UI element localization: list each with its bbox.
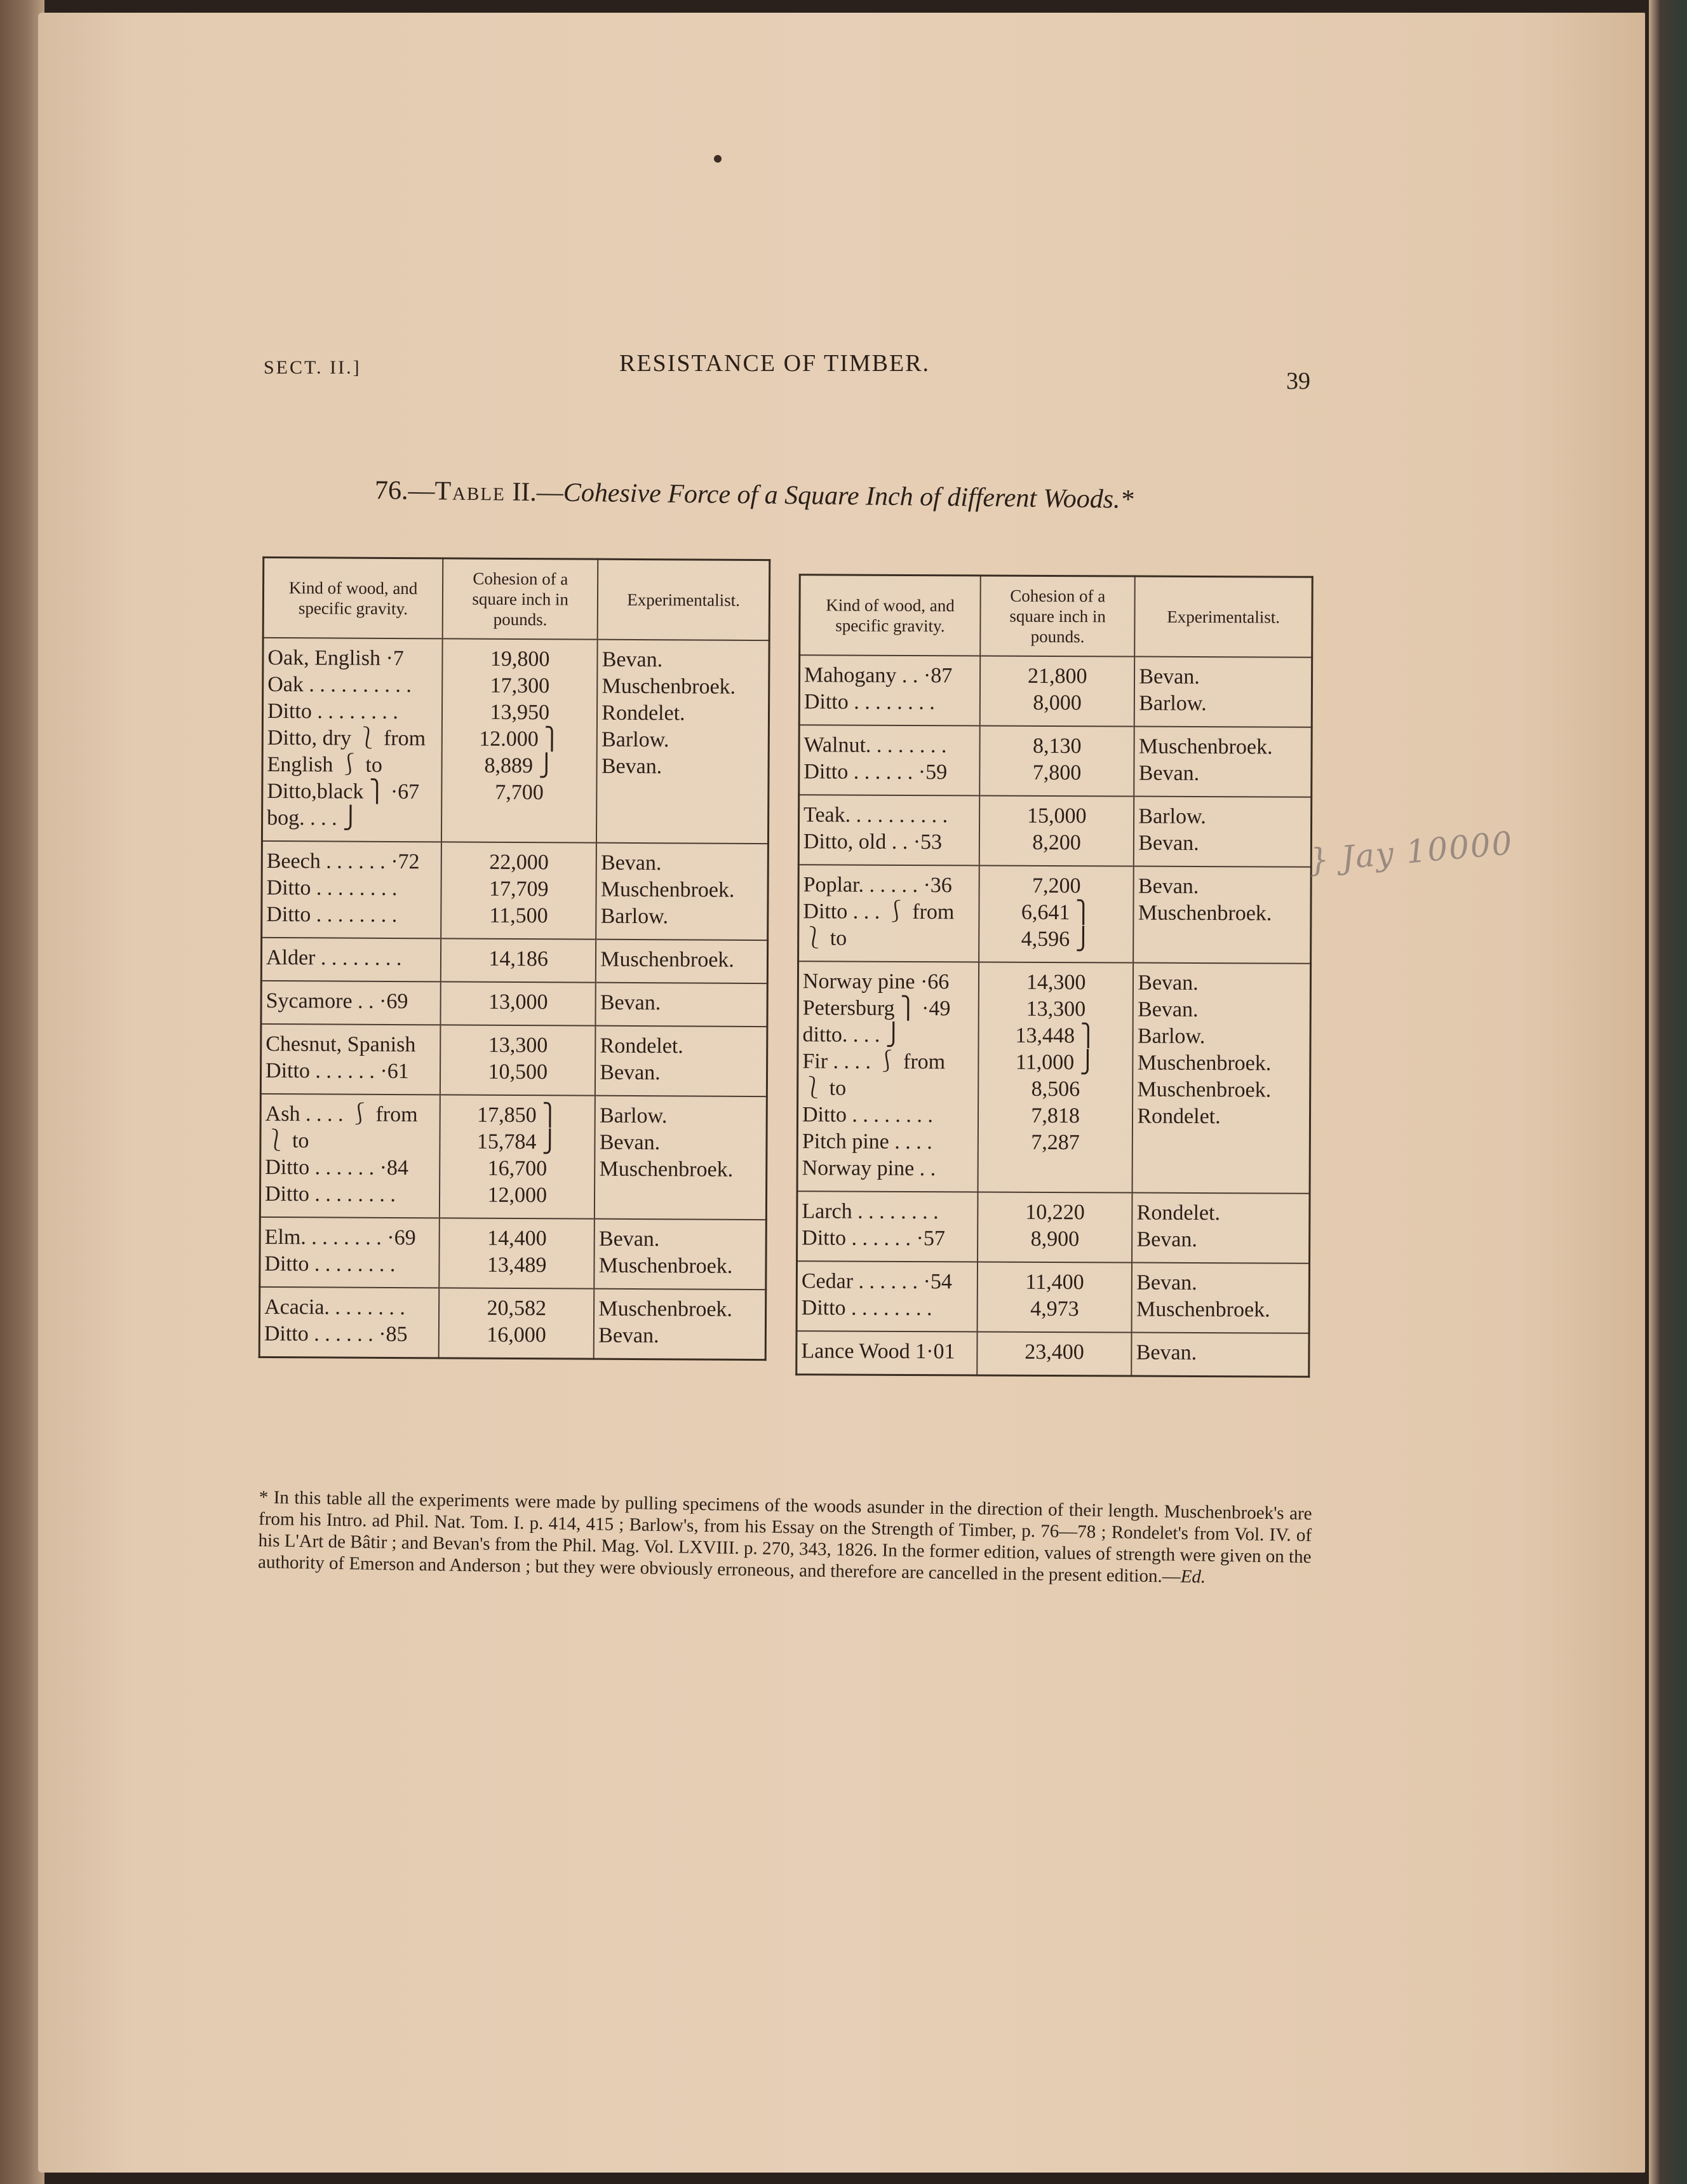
table-row — [262, 841, 769, 940]
table-row — [796, 1331, 1309, 1377]
table-row — [797, 1191, 1310, 1264]
wood-line: Ditto,black ⎫ ·67 — [267, 779, 420, 804]
cohesion-line: 7,818 — [1031, 1103, 1080, 1128]
experimentalist-line: Bevan. — [1139, 664, 1200, 689]
cohesion-line: 6,641 ⎫ — [1021, 900, 1092, 925]
cohesion-line: 10,220 — [1025, 1200, 1085, 1225]
cohesion-cell — [978, 1262, 1133, 1332]
wood-line: Petersburg ⎫ ·49 — [802, 996, 951, 1021]
wood-line: Alder . . . . . . . . — [265, 945, 402, 971]
wood-line: Ditto, old . . ·53 — [803, 830, 943, 854]
wood-line: Beech . . . . . . ·72 — [266, 849, 420, 874]
wood-line: Ditto . . . . . . ·59 — [803, 760, 948, 785]
cohesion-line: 8,200 — [1032, 830, 1081, 855]
cohesion-cell — [440, 1025, 596, 1095]
wood-line: ⎱ to — [802, 1076, 847, 1100]
experimentalist-line: Muschenbroek. — [599, 1157, 734, 1182]
cohesion-line: 7,200 — [1032, 873, 1081, 898]
table-row — [260, 1094, 767, 1220]
experimentalist-line: Muschenbroek. — [1136, 1297, 1270, 1322]
experimentalist-line: Rondelet. — [602, 701, 685, 725]
experimentalist-line: Muschenbroek. — [598, 1253, 733, 1278]
table-row — [261, 981, 767, 1027]
cohesion-cell — [439, 1218, 595, 1288]
experimentalist-line: Bevan. — [1136, 1340, 1197, 1365]
experimentalist-cell — [594, 1289, 766, 1360]
experimentalist-line: Bevan. — [599, 1130, 661, 1155]
cohesion-line: 14,400 — [487, 1226, 547, 1251]
wood-line: ⎱ to — [265, 1128, 309, 1153]
wood-line: Mahogany . . ·87 — [803, 663, 953, 688]
right-header-experimentalist: Experimentalist. — [1135, 576, 1313, 657]
cohesion-line: 14,186 — [488, 947, 549, 971]
wood-line: Cedar . . . . . . ·54 — [801, 1269, 952, 1294]
wood-cell — [799, 655, 980, 725]
experimentalist-line: Muschenbroek. — [602, 674, 736, 699]
wood-cell — [798, 795, 979, 865]
wood-line: Ditto . . . ⎰ from — [803, 900, 955, 924]
cohesion-cell — [440, 1095, 595, 1218]
cohesion-line: 21,800 — [1027, 664, 1087, 689]
wood-line: Ditto . . . . . . . . — [266, 902, 398, 927]
experimentalist-cell — [1132, 1333, 1309, 1377]
left-header-wood: Kind of wood, and specific gravity. — [263, 557, 443, 638]
cohesion-line: 12,000 — [487, 1183, 548, 1208]
wood-cell — [261, 938, 441, 981]
right-header-wood: Kind of wood, and specific gravity. — [800, 575, 981, 656]
wood-line: Elm. . . . . . . . ·69 — [264, 1225, 416, 1250]
cohesion-cell — [441, 938, 596, 982]
cohesion-line: 17,850 ⎫ — [477, 1103, 558, 1128]
cohesion-line: 8,900 — [1030, 1227, 1080, 1251]
wood-line: Chesnut, Spanish — [265, 1032, 416, 1057]
experimentalist-cell — [596, 940, 768, 983]
cohesion-line: 8,506 — [1031, 1077, 1080, 1102]
cohesion-line: 7,287 — [1031, 1130, 1080, 1155]
wood-line: Walnut. . . . . . . . — [803, 733, 947, 758]
wood-line: Ditto . . . . . . ·57 — [802, 1226, 945, 1251]
experimentalist-line: Bevan. — [1136, 1271, 1197, 1295]
cohesion-line: 13,000 — [488, 990, 548, 1014]
wood-line: Lance Wood 1·01 — [801, 1339, 955, 1364]
cohesion-line: 11,500 — [489, 903, 548, 928]
cohesion-line: 20,582 — [487, 1296, 547, 1321]
experimentalist-line: Muschenbroek. — [1138, 901, 1272, 926]
experimentalist-line: Bevan. — [600, 990, 661, 1015]
left-table — [259, 556, 771, 1361]
experimentalist-line: Muschenbroek. — [598, 1297, 733, 1321]
wood-line: Ditto . . . . . . . . — [264, 1182, 396, 1207]
experimentalist-cell — [1133, 963, 1311, 1194]
wood-cell — [799, 725, 980, 795]
experimentalist-line: Muschenbroek. — [600, 947, 734, 972]
table-row — [260, 1217, 767, 1290]
experimentalist-cell — [596, 640, 769, 844]
cohesion-line: 19,800 — [490, 647, 550, 671]
table-row — [797, 961, 1311, 1194]
wood-cell — [797, 961, 979, 1192]
cohesion-cell — [980, 656, 1135, 726]
wood-line: Larch . . . . . . . . — [802, 1199, 939, 1224]
table-caption: Cohesive Force of a Square Inch of different Woods.* — [563, 478, 1134, 515]
cohesion-cell — [978, 962, 1134, 1192]
experimentalist-cell — [1134, 797, 1312, 867]
table-row — [261, 938, 767, 983]
wood-line: Poplar. . . . . . ·36 — [803, 873, 952, 898]
experimentalist-line: Barlow. — [1139, 691, 1207, 716]
cohesion-line: 13,489 — [487, 1253, 547, 1277]
cohesion-line: 13,448 ⎫ — [1015, 1023, 1097, 1048]
cohesion-line: 13,950 — [490, 700, 550, 725]
cohesion-cell — [441, 981, 596, 1025]
table-label: Table — [434, 476, 506, 507]
experimentalist-line: Bevan. — [602, 647, 663, 672]
experimentalist-cell — [1134, 727, 1312, 797]
wood-line: Ditto . . . . . . . . — [802, 1103, 934, 1128]
page-speck — [714, 155, 722, 163]
wood-line: English ⎰ to — [267, 752, 383, 777]
cohesion-line: 17,300 — [490, 673, 550, 698]
table-row — [796, 1261, 1309, 1333]
experimentalist-line: Muschenbroek. — [1137, 1077, 1272, 1102]
experimentalist-cell — [595, 1026, 767, 1096]
wood-line: Ditto, dry ⎱ from — [267, 725, 426, 751]
wood-cell — [262, 638, 442, 842]
wood-line: Fir . . . . ⎰ from — [802, 1049, 946, 1074]
right-header-cohesion: Cohesion of a square inch in pounds. — [980, 576, 1135, 657]
cohesion-cell — [441, 842, 596, 939]
wood-line: Ditto . . . . . . . . — [264, 1251, 396, 1277]
cohesion-line: 4,596 ⎭ — [1021, 927, 1092, 952]
cohesion-line: 7,800 — [1032, 760, 1082, 785]
table-number: II.— — [505, 477, 564, 508]
footnote-signature: Ed. — [1180, 1566, 1206, 1587]
experimentalist-cell — [1132, 1193, 1310, 1264]
wood-line: Ash . . . . ⎰ from — [265, 1102, 418, 1127]
experimentalist-line: Rondelet. — [1136, 1201, 1221, 1225]
experimentalist-line: Muschenbroek. — [1138, 734, 1273, 759]
right-table — [795, 574, 1313, 1378]
footnote — [258, 1486, 1312, 1589]
wood-cell — [260, 1094, 440, 1218]
experimentalist-cell — [596, 983, 768, 1027]
experimentalist-line: Barlow. — [602, 727, 669, 752]
wood-cell — [260, 1217, 440, 1288]
cohesion-cell — [977, 1331, 1132, 1376]
wood-line: Ditto . . . . . . . . — [267, 699, 399, 724]
table-row — [799, 725, 1312, 797]
page-number: 39 — [1286, 368, 1310, 394]
table-row — [262, 638, 769, 844]
left-table-body — [259, 638, 769, 1360]
experimentalist-line: Bevan. — [601, 754, 662, 779]
cohesion-line: 16,700 — [487, 1156, 548, 1181]
wood-cell — [797, 1191, 978, 1262]
cohesion-cell — [979, 725, 1134, 796]
wood-line: Ditto . . . . . . . . — [803, 690, 935, 715]
experimentalist-line: Bevan. — [600, 851, 662, 875]
cohesion-line: 8,889 ⎭ — [484, 753, 555, 778]
experimentalist-line: Bevan. — [600, 1060, 661, 1085]
experimentalist-line: Bevan. — [598, 1323, 659, 1348]
cohesion-line: 16,000 — [487, 1323, 546, 1347]
wood-line: Pitch pine . . . . — [802, 1129, 932, 1154]
cohesion-line: 11,000 ⎭ — [1015, 1050, 1096, 1075]
table-row — [260, 1024, 767, 1096]
cohesion-line: 10,500 — [488, 1060, 548, 1084]
cohesion-line: 12.000 ⎫ — [479, 727, 560, 752]
wood-line: Ditto . . . . . . ·84 — [265, 1155, 409, 1180]
wood-line: Teak. . . . . . . . . . — [803, 803, 948, 828]
wood-line: Oak, English ·7 — [267, 645, 404, 671]
cohesion-line: 23,400 — [1025, 1340, 1084, 1365]
cohesion-line: 8,130 — [1032, 734, 1082, 758]
cohesion-line: 8,000 — [1033, 691, 1082, 715]
cohesion-line: 13,300 — [1026, 997, 1086, 1021]
experimentalist-line: Rondelet. — [600, 1034, 683, 1058]
experimentalist-line: Bevan. — [1136, 1227, 1197, 1251]
experimentalist-line: Rondelet. — [1137, 1104, 1221, 1129]
cohesion-cell — [978, 1192, 1133, 1262]
cohesion-line: 11,400 — [1025, 1270, 1084, 1295]
wood-cell — [260, 1024, 440, 1095]
right-table-body — [796, 655, 1312, 1377]
wood-line: bog. . . . ⎭ — [267, 806, 359, 830]
cohesion-cell — [439, 1288, 595, 1359]
table-row — [799, 655, 1312, 727]
cohesion-cell — [979, 865, 1134, 962]
wood-line: Sycamore . . ·69 — [265, 988, 408, 1014]
experimentalist-line: Bevan. — [598, 1227, 660, 1251]
experimentalist-line: Barlow. — [1137, 1024, 1206, 1049]
wood-line: Acacia. . . . . . . . — [264, 1295, 406, 1320]
wood-cell — [796, 1261, 978, 1331]
experimentalist-line: Barlow. — [1138, 804, 1206, 829]
wood-line: Norway pine . . — [802, 1156, 936, 1181]
experimentalist-line: Bevan. — [1138, 761, 1200, 785]
experimentalist-line: Bevan. — [1138, 831, 1199, 855]
table-row — [259, 1287, 766, 1360]
cohesion-line: 15,000 — [1026, 804, 1087, 828]
cohesion-line: 22,000 — [489, 850, 549, 875]
experimentalist-line: Barlow. — [600, 904, 669, 929]
wood-cell — [796, 1331, 978, 1375]
section-label: SECT. II.] — [264, 357, 361, 378]
experimentalist-line: Bevan. — [1138, 997, 1199, 1021]
table-row — [798, 795, 1311, 867]
table-article-number: 76.— — [374, 476, 435, 506]
experimentalist-line: Muschenbroek. — [1137, 1051, 1272, 1075]
wood-cell — [798, 865, 979, 962]
experimentalist-line: Barlow. — [599, 1103, 668, 1128]
table-row — [798, 865, 1312, 964]
wood-line: Ditto . . . . . . ·85 — [264, 1321, 408, 1347]
wood-cell — [262, 841, 441, 938]
cohesion-line: 15,784 ⎭ — [476, 1129, 558, 1154]
cohesion-cell — [979, 795, 1134, 866]
cohesion-cell — [441, 638, 598, 842]
experimentalist-cell — [595, 1096, 767, 1220]
wood-line: ditto. . . . ⎭ — [802, 1023, 902, 1047]
wood-line: ⎱ to — [803, 926, 847, 950]
cohesion-line: 17,709 — [488, 877, 549, 901]
experimentalist-cell — [1134, 657, 1312, 727]
experimentalist-cell — [1133, 866, 1311, 964]
cohesion-line: 4,973 — [1030, 1297, 1079, 1321]
cohesion-line: 14,300 — [1026, 970, 1086, 995]
wood-cell — [259, 1287, 439, 1358]
wood-cell — [261, 981, 441, 1025]
experimentalist-line: Bevan. — [1138, 874, 1199, 898]
experimentalist-line: Muschenbroek. — [600, 877, 735, 902]
wood-line: Ditto . . . . . . . . — [801, 1296, 932, 1321]
footnote-text: * In this table all the experiments were made by pulling specimens of the woods asunder in the direction of their length. Muschenbroek's are from his Intro. ad Phil. Nat. Tom. I. p. 414, 415 ; Barlow's, from his Essay on the Strength of Timber, p. 76—78 ; Rondelet's from Vol. IV. of his L'Art de Bâtir ; and Bevan's from the Phil. Mag. Vol. LXVIII. p. 270, 343, 1826. In the former edition, values of strength were given on the authority of Emerson and Anderson ; but they were obviously erroneous, and therefore are cancelled in the present edition.— — [257, 1486, 1312, 1587]
handwritten-margin-note: } Jay 10000 — [1307, 825, 1515, 879]
cohesion-line: 7,700 — [495, 780, 544, 805]
wood-line: Oak . . . . . . . . . . — [267, 672, 412, 698]
wood-line: Norway pine ·66 — [802, 969, 950, 994]
experimentalist-cell — [595, 1219, 767, 1290]
page-header — [264, 349, 1318, 394]
experimentalist-cell — [1132, 1263, 1310, 1333]
running-title: RESISTANCE OF TIMBER. — [619, 350, 931, 377]
wood-line: Ditto . . . . . . . . — [266, 875, 398, 901]
experimentalist-cell — [596, 843, 768, 940]
wood-line: Ditto . . . . . . ·61 — [265, 1058, 409, 1084]
left-header-experimentalist: Experimentalist. — [598, 559, 770, 640]
page-edge — [1649, 0, 1687, 2184]
cohesion-line: 13,300 — [488, 1033, 548, 1058]
experimentalist-line: Bevan. — [1138, 971, 1199, 995]
left-header-cohesion: Cohesion of a square inch in pounds. — [443, 558, 598, 640]
